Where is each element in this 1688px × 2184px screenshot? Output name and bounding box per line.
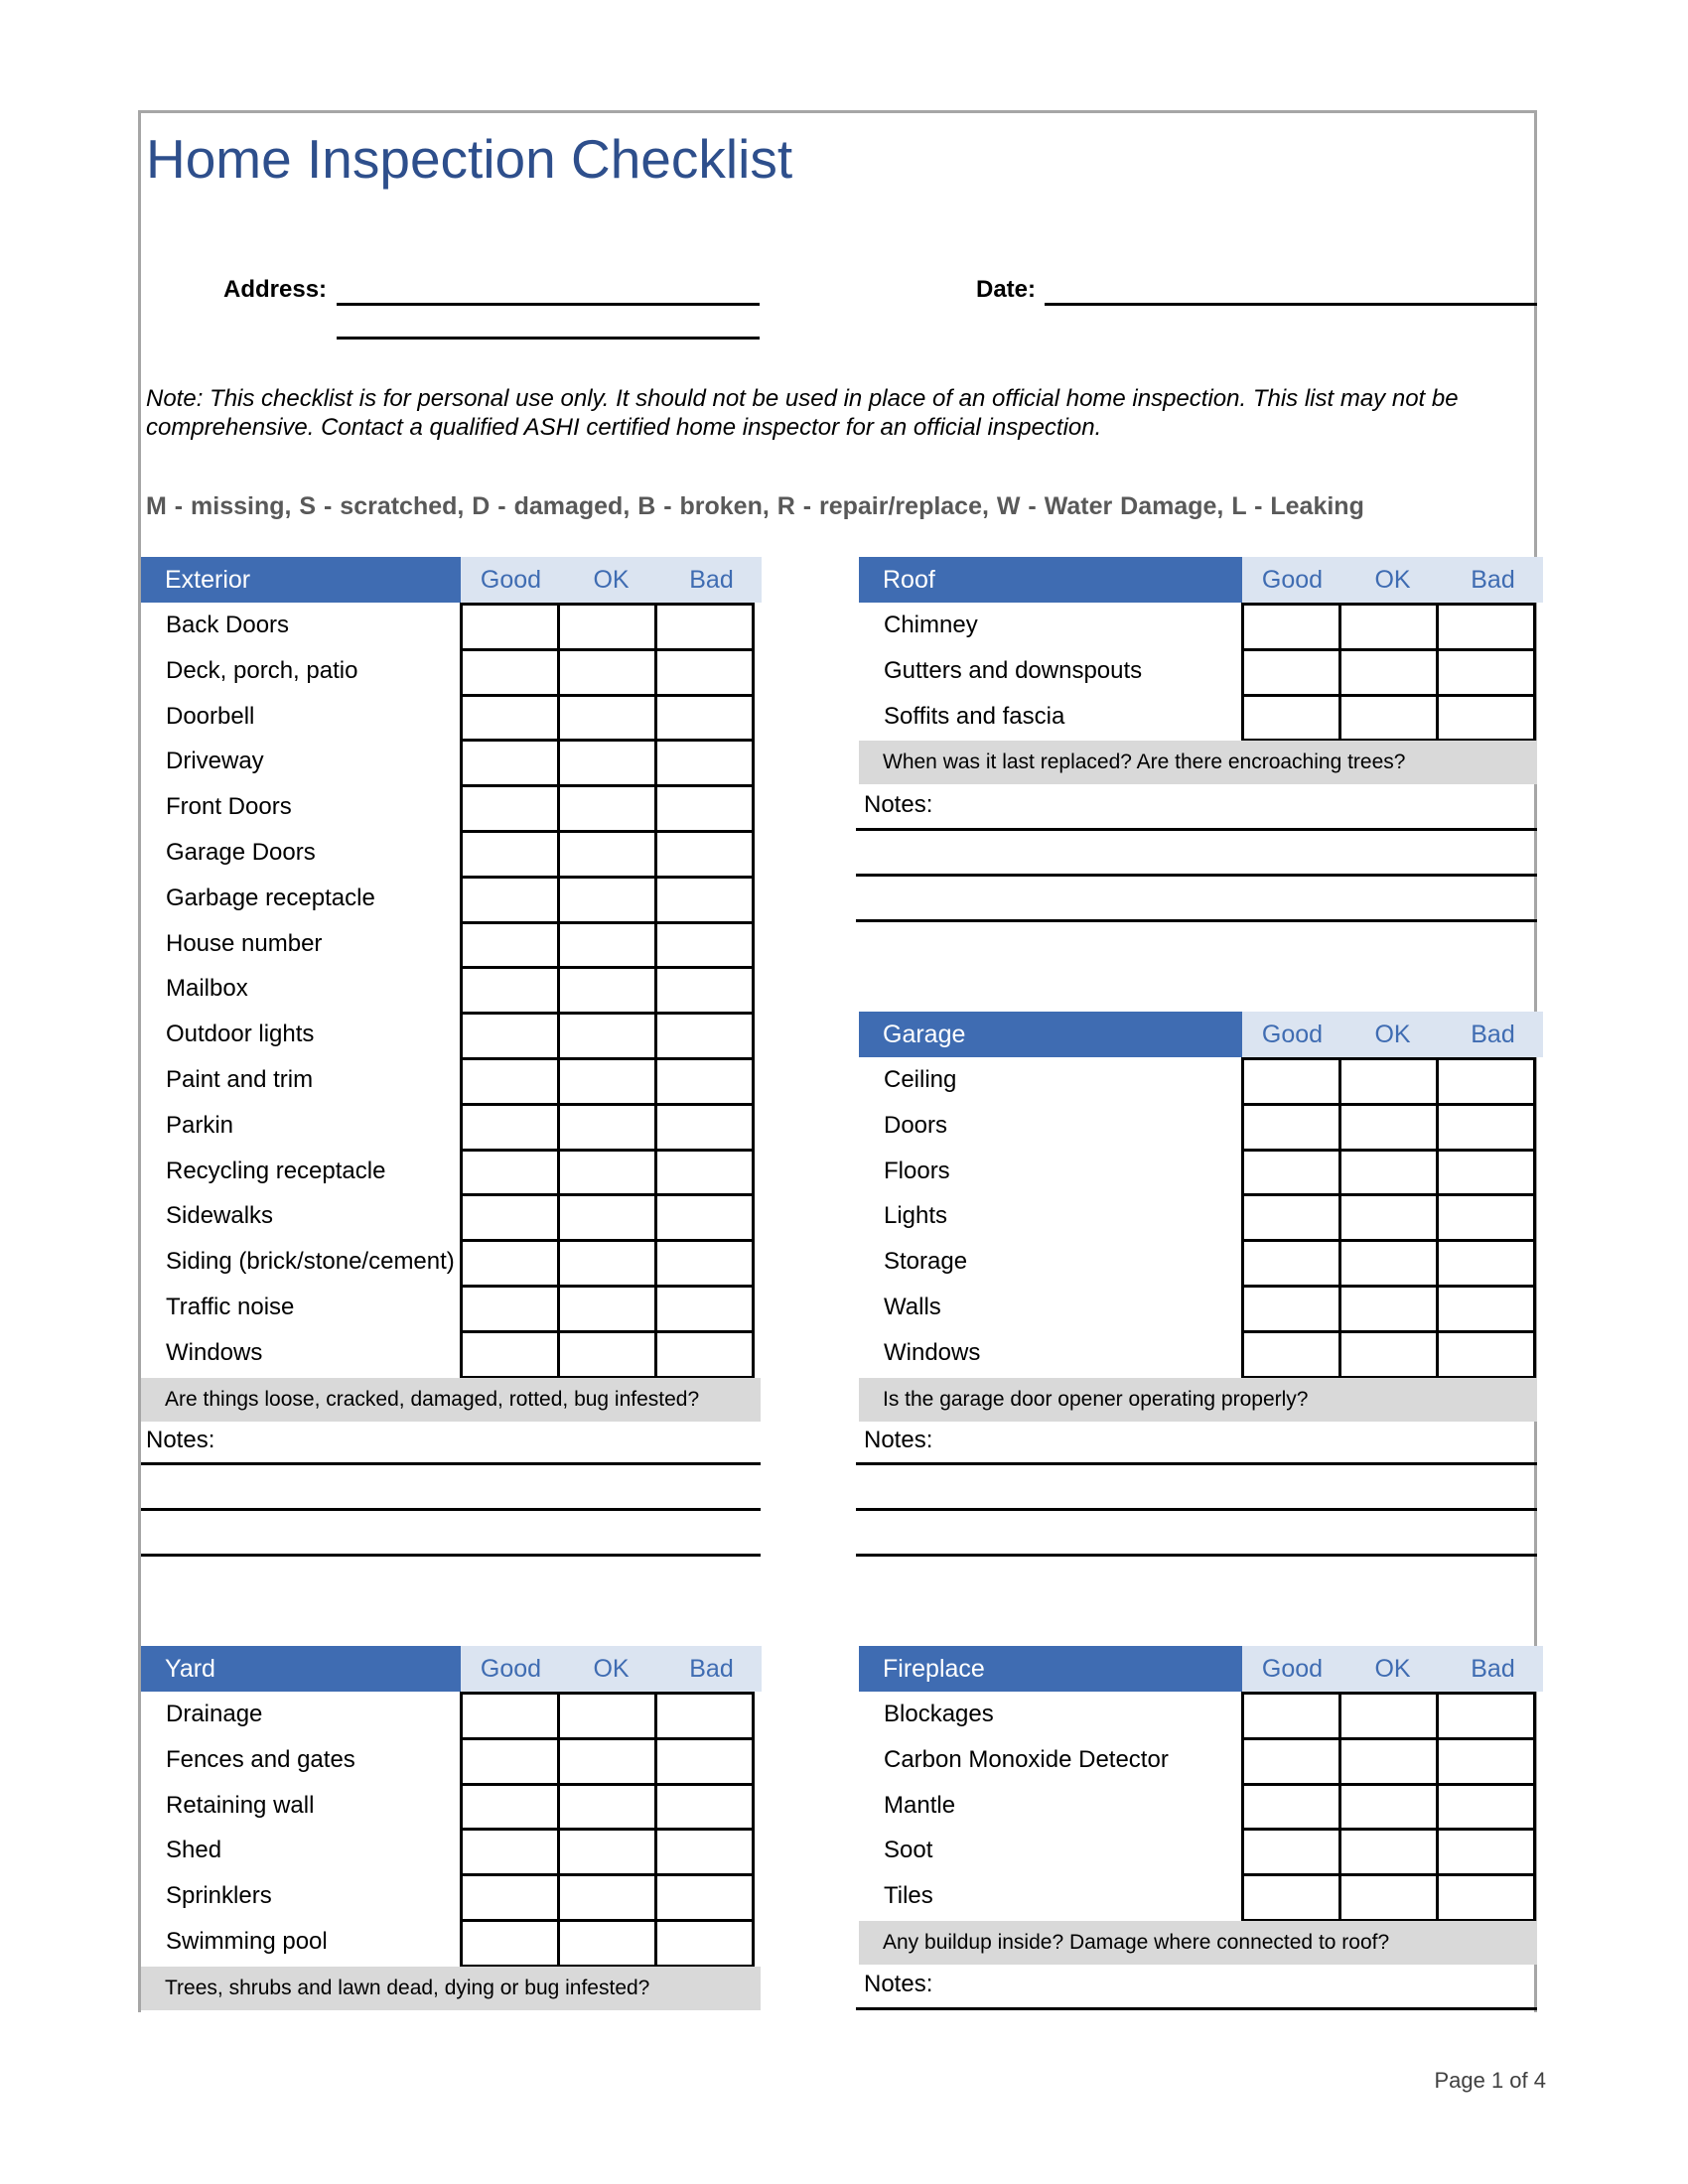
roof-hint: When was it last replaced? Are there encroaching trees? — [859, 741, 1537, 784]
exterior-ok-checkbox[interactable] — [559, 605, 656, 650]
exterior-section-title: Exterior — [141, 557, 461, 603]
garage-good-checkbox[interactable] — [1243, 1286, 1340, 1331]
exterior-good-checkbox[interactable] — [462, 968, 559, 1014]
fireplace-bad-checkbox[interactable] — [1438, 1738, 1535, 1784]
exterior-item-label: Parkin — [166, 1111, 234, 1139]
yard-col-bad: Bad — [661, 1646, 762, 1692]
table-row — [462, 695, 754, 741]
exterior-good-checkbox[interactable] — [462, 1104, 559, 1150]
garage-bad-checkbox[interactable] — [1438, 1059, 1535, 1105]
garage-item-label: Windows — [884, 1338, 981, 1366]
exterior-item-label: Deck, porch, patio — [166, 656, 358, 684]
table-row — [462, 1104, 754, 1150]
exterior-notes-line[interactable] — [141, 1508, 761, 1511]
roof-rating-grid — [1241, 603, 1536, 742]
table-row — [462, 1920, 754, 1966]
exterior-col-good: Good — [461, 557, 561, 603]
table-row — [1243, 1104, 1535, 1150]
yard-item-label: Drainage — [166, 1701, 263, 1727]
exterior-bad-checkbox[interactable] — [656, 831, 754, 877]
yard-item-label: Swimming pool — [166, 1928, 328, 1955]
exterior-bad-checkbox[interactable] — [656, 786, 754, 832]
exterior-ok-checkbox[interactable] — [559, 922, 656, 968]
fireplace-col-bad: Bad — [1443, 1646, 1543, 1692]
garage-bad-checkbox[interactable] — [1438, 1241, 1535, 1287]
fireplace-ok-checkbox[interactable] — [1340, 1738, 1438, 1784]
exterior-item-label: Doorbell — [166, 702, 255, 730]
garage-rating-grid — [1241, 1057, 1536, 1379]
yard-ok-checkbox[interactable] — [559, 1875, 656, 1921]
exterior-ok-checkbox[interactable] — [559, 649, 656, 695]
fireplace-notes-line[interactable] — [856, 2007, 1537, 2010]
yard-item-label: Shed — [166, 1837, 222, 1864]
exterior-good-checkbox[interactable] — [462, 877, 559, 922]
exterior-good-checkbox[interactable] — [462, 649, 559, 695]
garage-item-label: Doors — [884, 1111, 948, 1139]
address-label: Address: — [223, 276, 328, 303]
yard-good-checkbox[interactable] — [462, 1830, 559, 1875]
garage-ok-checkbox[interactable] — [1340, 1195, 1438, 1241]
roof-item-label: Chimney — [884, 612, 978, 638]
roof-item-label: Gutters and downspouts — [884, 656, 1143, 684]
yard-ok-checkbox[interactable] — [559, 1738, 656, 1784]
table-row — [462, 831, 754, 877]
yard-bad-checkbox[interactable] — [656, 1738, 754, 1784]
page-title: Home Inspection Checklist — [146, 128, 793, 190]
yard-col-good: Good — [461, 1646, 561, 1692]
yard-ok-checkbox[interactable] — [559, 1694, 656, 1739]
table-row — [1243, 1059, 1535, 1105]
fireplace-good-checkbox[interactable] — [1243, 1784, 1340, 1830]
exterior-good-checkbox[interactable] — [462, 741, 559, 786]
table-row — [1243, 1195, 1535, 1241]
table-row — [462, 877, 754, 922]
table-row — [1243, 1784, 1535, 1830]
table-row — [1243, 1830, 1535, 1875]
exterior-bad-checkbox[interactable] — [656, 695, 754, 741]
fireplace-hint: Any buildup inside? Damage where connected to roof? — [859, 1921, 1537, 1965]
garage-bad-checkbox[interactable] — [1438, 1286, 1535, 1331]
fireplace-ok-checkbox[interactable] — [1340, 1875, 1438, 1921]
yard-good-checkbox[interactable] — [462, 1738, 559, 1784]
yard-good-checkbox[interactable] — [462, 1784, 559, 1830]
yard-item-label: Sprinklers — [166, 1882, 272, 1910]
table-row — [462, 1830, 754, 1875]
yard-bad-checkbox[interactable] — [656, 1875, 754, 1921]
exterior-bad-checkbox[interactable] — [656, 1241, 754, 1287]
exterior-item-label: Front Doors — [166, 793, 292, 821]
exterior-good-checkbox[interactable] — [462, 695, 559, 741]
address-line-1[interactable] — [337, 303, 760, 306]
table-row — [462, 786, 754, 832]
roof-bad-checkbox[interactable] — [1438, 649, 1535, 695]
exterior-ok-checkbox[interactable] — [559, 741, 656, 786]
exterior-col-ok: OK — [561, 557, 661, 603]
garage-item-label: Lights — [884, 1202, 948, 1230]
yard-bad-checkbox[interactable] — [656, 1784, 754, 1830]
fireplace-item-label: Soot — [884, 1837, 933, 1864]
exterior-item-label: Outdoor lights — [166, 1021, 315, 1048]
exterior-item-label: Driveway — [166, 748, 264, 775]
exterior-ok-checkbox[interactable] — [559, 1150, 656, 1195]
fireplace-item-label: Blockages — [884, 1701, 994, 1727]
exterior-ok-checkbox[interactable] — [559, 1058, 656, 1104]
roof-good-checkbox[interactable] — [1243, 605, 1340, 650]
yard-ok-checkbox[interactable] — [559, 1920, 656, 1966]
table-row — [462, 968, 754, 1014]
yard-bad-checkbox[interactable] — [656, 1920, 754, 1966]
exterior-bad-checkbox[interactable] — [656, 877, 754, 922]
garage-ok-checkbox[interactable] — [1340, 1286, 1438, 1331]
exterior-bad-checkbox[interactable] — [656, 1150, 754, 1195]
garage-good-checkbox[interactable] — [1243, 1331, 1340, 1377]
exterior-item-label: Recycling receptacle — [166, 1157, 386, 1184]
exterior-ok-checkbox[interactable] — [559, 877, 656, 922]
fireplace-col-ok: OK — [1342, 1646, 1443, 1692]
garage-bad-checkbox[interactable] — [1438, 1331, 1535, 1377]
exterior-ok-checkbox[interactable] — [559, 1104, 656, 1150]
table-row — [462, 1195, 754, 1241]
garage-bad-checkbox[interactable] — [1438, 1150, 1535, 1195]
exterior-bad-checkbox[interactable] — [656, 1014, 754, 1059]
exterior-item-label: Back Doors — [166, 612, 290, 638]
fireplace-col-good: Good — [1242, 1646, 1342, 1692]
table-row — [462, 741, 754, 786]
table-row — [462, 649, 754, 695]
table-row — [462, 1150, 754, 1195]
table-row — [1243, 605, 1535, 650]
exterior-good-checkbox[interactable] — [462, 1058, 559, 1104]
exterior-rating-grid — [460, 603, 755, 1379]
garage-hint: Is the garage door opener operating properly? — [859, 1378, 1537, 1422]
exterior-bad-checkbox[interactable] — [656, 741, 754, 786]
yard-good-checkbox[interactable] — [462, 1875, 559, 1921]
exterior-item-label: Sidewalks — [166, 1202, 274, 1230]
table-row — [462, 1784, 754, 1830]
yard-bad-checkbox[interactable] — [656, 1830, 754, 1875]
exterior-item-label: Mailbox — [166, 975, 248, 1003]
fireplace-item-label: Carbon Monoxide Detector — [884, 1745, 1169, 1773]
exterior-good-checkbox[interactable] — [462, 786, 559, 832]
exterior-ok-checkbox[interactable] — [559, 786, 656, 832]
exterior-item-label: Garage Doors — [166, 839, 316, 866]
garage-item-label: Floors — [884, 1157, 950, 1184]
roof-bad-checkbox[interactable] — [1438, 695, 1535, 741]
garage-bad-checkbox[interactable] — [1438, 1104, 1535, 1150]
yard-ok-checkbox[interactable] — [559, 1830, 656, 1875]
garage-good-checkbox[interactable] — [1243, 1059, 1340, 1105]
yard-item-label: Fences and gates — [166, 1745, 355, 1773]
exterior-item-label: Windows — [166, 1338, 263, 1366]
yard-col-ok: OK — [561, 1646, 661, 1692]
fireplace-section-title: Fireplace — [859, 1646, 1242, 1692]
table-row — [462, 605, 754, 650]
roof-ok-checkbox[interactable] — [1340, 605, 1438, 650]
table-row — [1243, 1875, 1535, 1921]
garage-good-checkbox[interactable] — [1243, 1104, 1340, 1150]
roof-good-checkbox[interactable] — [1243, 649, 1340, 695]
date-label: Date: — [976, 276, 1037, 303]
address-line-2[interactable] — [337, 337, 760, 340]
exterior-good-checkbox[interactable] — [462, 1195, 559, 1241]
exterior-good-checkbox[interactable] — [462, 1286, 559, 1331]
exterior-bad-checkbox[interactable] — [656, 605, 754, 650]
table-row — [1243, 1286, 1535, 1331]
garage-ok-checkbox[interactable] — [1340, 1059, 1438, 1105]
fireplace-bad-checkbox[interactable] — [1438, 1875, 1535, 1921]
fireplace-ok-checkbox[interactable] — [1340, 1694, 1438, 1739]
exterior-notes-label: Notes: — [146, 1427, 215, 1453]
yard-section-title: Yard — [141, 1646, 461, 1692]
table-row — [1243, 1331, 1535, 1377]
exterior-col-bad: Bad — [661, 557, 762, 603]
table-row — [1243, 695, 1535, 741]
table-row — [462, 1286, 754, 1331]
garage-item-label: Storage — [884, 1248, 968, 1276]
date-line[interactable] — [1045, 303, 1537, 306]
exterior-bad-checkbox[interactable] — [656, 968, 754, 1014]
garage-item-label: Ceiling — [884, 1066, 957, 1093]
yard-good-checkbox[interactable] — [462, 1920, 559, 1966]
table-row — [1243, 1150, 1535, 1195]
exterior-bad-checkbox[interactable] — [656, 922, 754, 968]
fireplace-item-label: Mantle — [884, 1791, 956, 1819]
garage-section-title: Garage — [859, 1012, 1242, 1057]
exterior-item-label: House number — [166, 929, 323, 957]
roof-col-good: Good — [1242, 557, 1342, 603]
roof-col-bad: Bad — [1443, 557, 1543, 603]
yard-ok-checkbox[interactable] — [559, 1784, 656, 1830]
table-row — [462, 1014, 754, 1059]
disclaimer-note: Note: This checklist is for personal use only. It should not be used in place of an official home inspection. This list may not be comprehensive. Contact a qualified ASHI certified home inspector for an official inspection. — [146, 385, 1459, 441]
exterior-ok-checkbox[interactable] — [559, 1286, 656, 1331]
page-number: Page 1 of 4 — [1434, 2068, 1546, 2093]
roof-item-label: Soffits and fascia — [884, 702, 1065, 730]
exterior-bad-checkbox[interactable] — [656, 1058, 754, 1104]
fireplace-ok-checkbox[interactable] — [1340, 1830, 1438, 1875]
roof-ok-checkbox[interactable] — [1340, 695, 1438, 741]
yard-hint: Trees, shrubs and lawn dead, dying or bug infested? — [141, 1967, 761, 2010]
garage-good-checkbox[interactable] — [1243, 1150, 1340, 1195]
fireplace-item-label: Tiles — [884, 1882, 933, 1910]
exterior-item-label: Siding (brick/stone/cement) — [166, 1248, 455, 1276]
fireplace-notes-label: Notes: — [864, 1971, 933, 1997]
yard-bad-checkbox[interactable] — [656, 1694, 754, 1739]
roof-notes-line[interactable] — [856, 919, 1537, 922]
exterior-ok-checkbox[interactable] — [559, 831, 656, 877]
exterior-good-checkbox[interactable] — [462, 831, 559, 877]
table-row — [462, 922, 754, 968]
table-row — [1243, 649, 1535, 695]
garage-notes-label: Notes: — [864, 1427, 933, 1453]
garage-notes-line[interactable] — [856, 1508, 1537, 1511]
table-row — [462, 1058, 754, 1104]
exterior-ok-checkbox[interactable] — [559, 1195, 656, 1241]
fireplace-rating-grid — [1241, 1692, 1536, 1922]
roof-section-title: Roof — [859, 557, 1242, 603]
fireplace-good-checkbox[interactable] — [1243, 1875, 1340, 1921]
garage-col-good: Good — [1242, 1012, 1342, 1057]
garage-col-bad: Bad — [1443, 1012, 1543, 1057]
roof-good-checkbox[interactable] — [1243, 695, 1340, 741]
exterior-bad-checkbox[interactable] — [656, 1286, 754, 1331]
exterior-good-checkbox[interactable] — [462, 1331, 559, 1377]
exterior-bad-checkbox[interactable] — [656, 1195, 754, 1241]
garage-ok-checkbox[interactable] — [1340, 1331, 1438, 1377]
fireplace-bad-checkbox[interactable] — [1438, 1694, 1535, 1739]
garage-notes-line[interactable] — [856, 1554, 1537, 1557]
exterior-ok-checkbox[interactable] — [559, 695, 656, 741]
exterior-bad-checkbox[interactable] — [656, 649, 754, 695]
table-row — [1243, 1694, 1535, 1739]
yard-rating-grid — [460, 1692, 755, 1968]
exterior-good-checkbox[interactable] — [462, 1241, 559, 1287]
roof-col-ok: OK — [1342, 557, 1443, 603]
fireplace-bad-checkbox[interactable] — [1438, 1830, 1535, 1875]
roof-notes-line[interactable] — [856, 874, 1537, 877]
garage-item-label: Walls — [884, 1294, 941, 1320]
exterior-good-checkbox[interactable] — [462, 1014, 559, 1059]
exterior-good-checkbox[interactable] — [462, 1150, 559, 1195]
table-row — [462, 1694, 754, 1739]
exterior-ok-checkbox[interactable] — [559, 1331, 656, 1377]
exterior-item-label: Garbage receptacle — [166, 884, 375, 911]
table-row — [462, 1331, 754, 1377]
fireplace-good-checkbox[interactable] — [1243, 1830, 1340, 1875]
roof-ok-checkbox[interactable] — [1340, 649, 1438, 695]
condition-legend: M - missing, S - scratched, D - damaged, B - broken, R - repair/replace, W - Water Damage, L - Leaking — [146, 492, 1364, 520]
garage-good-checkbox[interactable] — [1243, 1241, 1340, 1287]
table-row — [462, 1738, 754, 1784]
exterior-notes-line[interactable] — [141, 1554, 761, 1557]
exterior-good-checkbox[interactable] — [462, 605, 559, 650]
exterior-good-checkbox[interactable] — [462, 922, 559, 968]
exterior-bad-checkbox[interactable] — [656, 1331, 754, 1377]
fireplace-ok-checkbox[interactable] — [1340, 1784, 1438, 1830]
table-row — [1243, 1241, 1535, 1287]
exterior-item-label: Traffic noise — [166, 1294, 295, 1320]
roof-bad-checkbox[interactable] — [1438, 605, 1535, 650]
exterior-item-label: Paint and trim — [166, 1066, 314, 1093]
garage-bad-checkbox[interactable] — [1438, 1195, 1535, 1241]
table-row — [462, 1241, 754, 1287]
fireplace-bad-checkbox[interactable] — [1438, 1784, 1535, 1830]
table-row — [1243, 1738, 1535, 1784]
garage-ok-checkbox[interactable] — [1340, 1104, 1438, 1150]
exterior-hint: Are things loose, cracked, damaged, rotted, bug infested? — [141, 1378, 761, 1422]
exterior-ok-checkbox[interactable] — [559, 1014, 656, 1059]
yard-good-checkbox[interactable] — [462, 1694, 559, 1739]
garage-notes-line[interactable] — [856, 1462, 1537, 1465]
exterior-notes-line[interactable] — [141, 1462, 761, 1465]
fireplace-good-checkbox[interactable] — [1243, 1694, 1340, 1739]
roof-notes-line[interactable] — [856, 828, 1537, 831]
fireplace-good-checkbox[interactable] — [1243, 1738, 1340, 1784]
yard-item-label: Retaining wall — [166, 1791, 315, 1819]
exterior-ok-checkbox[interactable] — [559, 1241, 656, 1287]
garage-ok-checkbox[interactable] — [1340, 1241, 1438, 1287]
garage-col-ok: OK — [1342, 1012, 1443, 1057]
exterior-bad-checkbox[interactable] — [656, 1104, 754, 1150]
garage-good-checkbox[interactable] — [1243, 1195, 1340, 1241]
roof-notes-label: Notes: — [864, 791, 933, 818]
exterior-ok-checkbox[interactable] — [559, 968, 656, 1014]
table-row — [462, 1875, 754, 1921]
garage-ok-checkbox[interactable] — [1340, 1150, 1438, 1195]
